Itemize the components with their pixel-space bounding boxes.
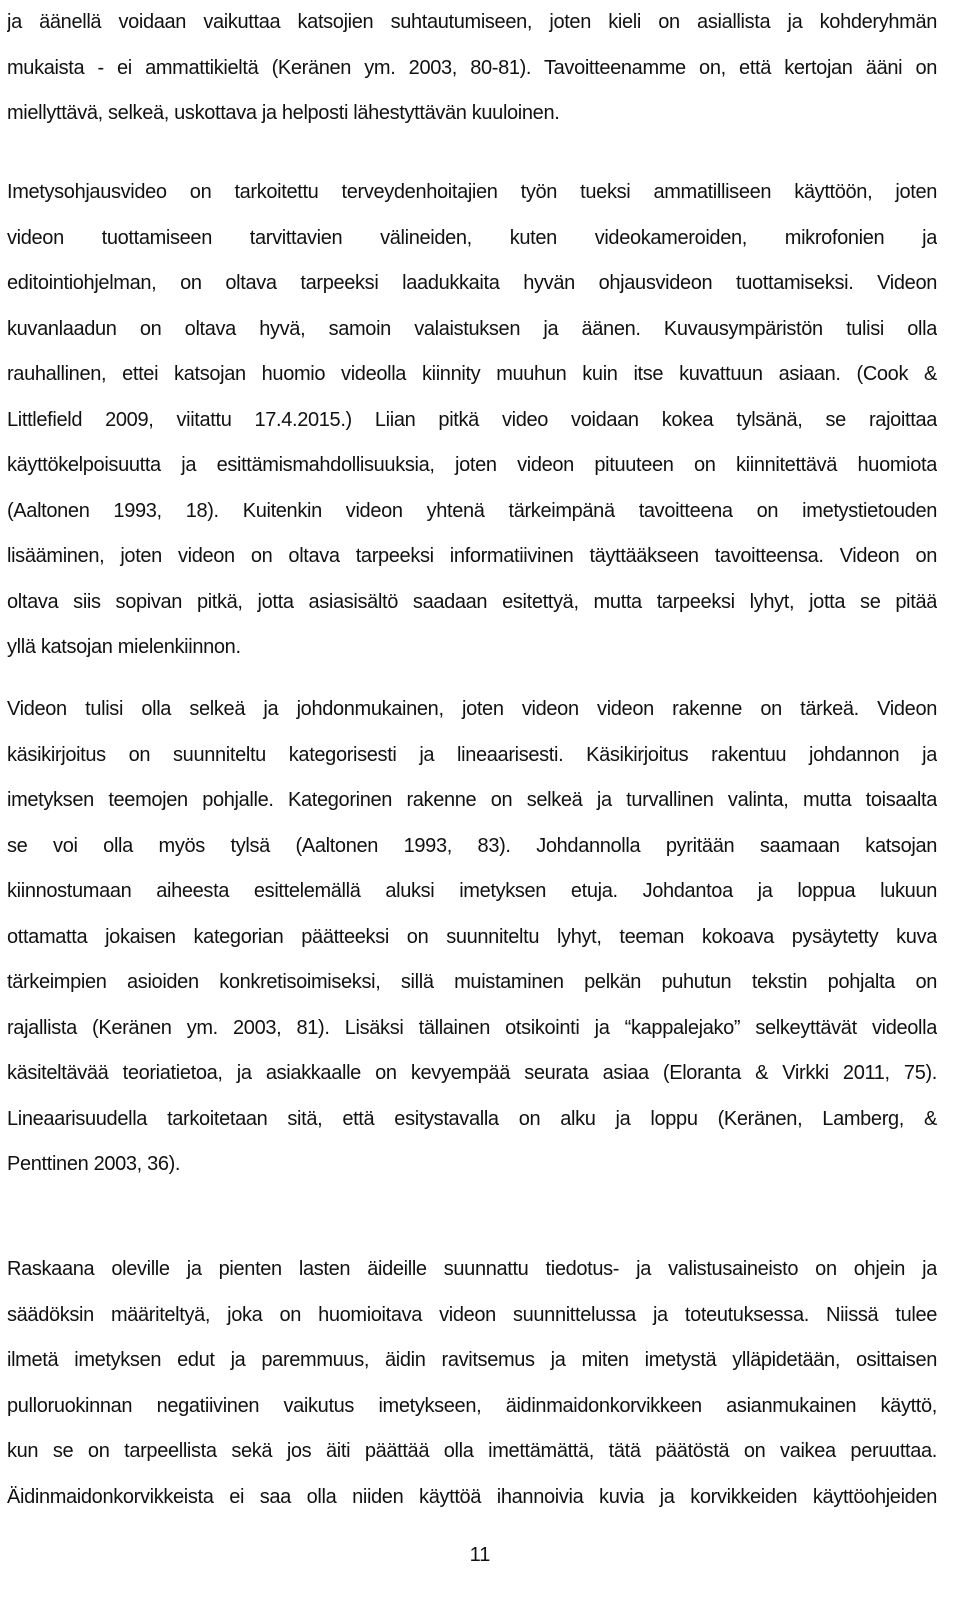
text-line: tärkeimpien asioiden konkretisoimiseksi, sillä muistaminen pelkän puhutun tekstin pohjalta on	[7, 971, 937, 993]
text-line: Raskaana oleville ja pienten lasten äideille suunnattu tiedotus- ja valistusaineisto on ohjein ja	[7, 1258, 937, 1280]
text-line: oltava siis sopivan pitkä, jotta asiasisältö saadaan esitettyä, mutta tarpeeksi lyhyt, jotta se pitää	[7, 590, 937, 613]
text-line: miellyttävä, selkeä, uskottava ja helposti lähestyttävän kuuloinen.	[7, 102, 560, 124]
text-line: Littlefield 2009, viitattu 17.4.2015.) Liian pitkä video voidaan kokea tylsänä, se rajoittaa	[7, 408, 937, 431]
text-line: säädöksin määriteltyä, joka on huomioitava videon suunnittelussa ja toteutuksessa. Niissä tulee	[7, 1303, 937, 1326]
text-line: rauhallinen, ettei katsojan huomio videolla kiinnity muuhun kuin itse kuvattuun asiaan. (Cook &	[7, 363, 937, 385]
text-line: kuvanlaadun on oltava hyvä, samoin valaistuksen ja äänen. Kuvausympäristön tulisi olla	[7, 317, 937, 340]
text-line: ilmetä imetyksen edut ja paremmuus, äidin ravitsemus ja miten imetystä ylläpidetään, osittaisen	[7, 1349, 937, 1371]
paragraph-regulations	[7, 1247, 937, 1520]
text-line: videon tuottamiseen tarvittavien välineiden, kuten videokameroiden, mikrofonien ja	[7, 226, 937, 249]
text-line: pulloruokinnan negatiivinen vaikutus imetykseen, äidinmaidonkorvikkeen asianmukainen käyttö,	[7, 1394, 937, 1417]
text-line: Videon tulisi olla selkeä ja johdonmukainen, joten videon videon rakenne on tärkeä. Videon	[7, 698, 937, 720]
text-line: (Aaltonen 1993, 18). Kuitenkin videon yhtenä tärkeimpänä tavoitteena on imetystietouden	[7, 499, 937, 522]
text-line: Imetysohjausvideo on tarkoitettu terveydenhoitajien työn tueksi ammatilliseen käyttöön, joten	[7, 181, 937, 203]
text-line: editointiohjelman, on oltava tarpeeksi laadukkaita hyvän ohjausvideon tuottamiseksi. Videon	[7, 272, 937, 294]
text-line: ja äänellä voidaan vaikuttaa katsojien suhtautumiseen, joten kieli on asiallista ja kohderyhmän	[7, 11, 937, 33]
paragraph-video-quality	[7, 170, 937, 671]
text-line: Lineaarisuudella tarkoitetaan sitä, että esitystavalla on alku ja loppu (Keränen, Lamberg, &	[7, 1107, 937, 1130]
text-line: rajallista (Keränen ym. 2003, 81). Lisäksi tällainen otsikointi ja “kappalejako” selkeyttävät videolla	[7, 1016, 937, 1039]
text-line: ottamatta jokaisen kategorian päätteeksi on suunniteltu lyhyt, teeman kokoava pysäytetty kuva	[7, 925, 937, 948]
text-line: Äidinmaidonkorvikkeista ei saa olla niiden käyttöä ihannoivia kuvia ja korvikkeiden käyttöohjeiden	[7, 1485, 937, 1508]
text-line: käyttökelpoisuutta ja esittämismahdollisuuksia, joten videon pituuteen on kiinnitettävä huomiota	[7, 454, 937, 476]
paragraph-video-structure	[7, 687, 937, 1188]
text-line: Penttinen 2003, 36).	[7, 1153, 181, 1175]
text-line: käsikirjoitus on suunniteltu kategorisesti ja lineaarisesti. Käsikirjoitus rakentuu johdannon ja	[7, 743, 937, 766]
text-line: se voi olla myös tylsä (Aaltonen 1993, 83). Johdannolla pyritään saamaan katsojan	[7, 834, 937, 857]
text-line: lisääminen, joten videon on oltava tarpeeksi informatiivinen täyttääkseen tavoitteensa. Videon on	[7, 545, 937, 567]
text-line: käsiteltävää teoriatietoa, ja asiakkaalle on kevyempää seurata asiaa (Eloranta & Virkki 2011, 75).	[7, 1062, 937, 1084]
text-line: yllä katsojan mielenkiinnon.	[7, 636, 241, 658]
paragraph-narrator-voice	[7, 0, 937, 137]
page-number: 11	[469, 1544, 491, 1566]
text-line: imetyksen teemojen pohjalle. Kategorinen rakenne on selkeä ja turvallinen valinta, mutta toisaalta	[7, 789, 937, 811]
text-line: kun se on tarpeellista sekä jos äiti päättää olla imettämättä, tätä päätöstä on vaikea peruuttaa.	[7, 1440, 937, 1462]
text-line: kiinnostumaan aiheesta esittelemällä aluksi imetyksen etuja. Johdantoa ja loppua lukuun	[7, 880, 937, 902]
text-line: mukaista - ei ammattikieltä (Keränen ym. 2003, 80-81). Tavoitteenamme on, että kertojan ääni on	[7, 56, 937, 79]
